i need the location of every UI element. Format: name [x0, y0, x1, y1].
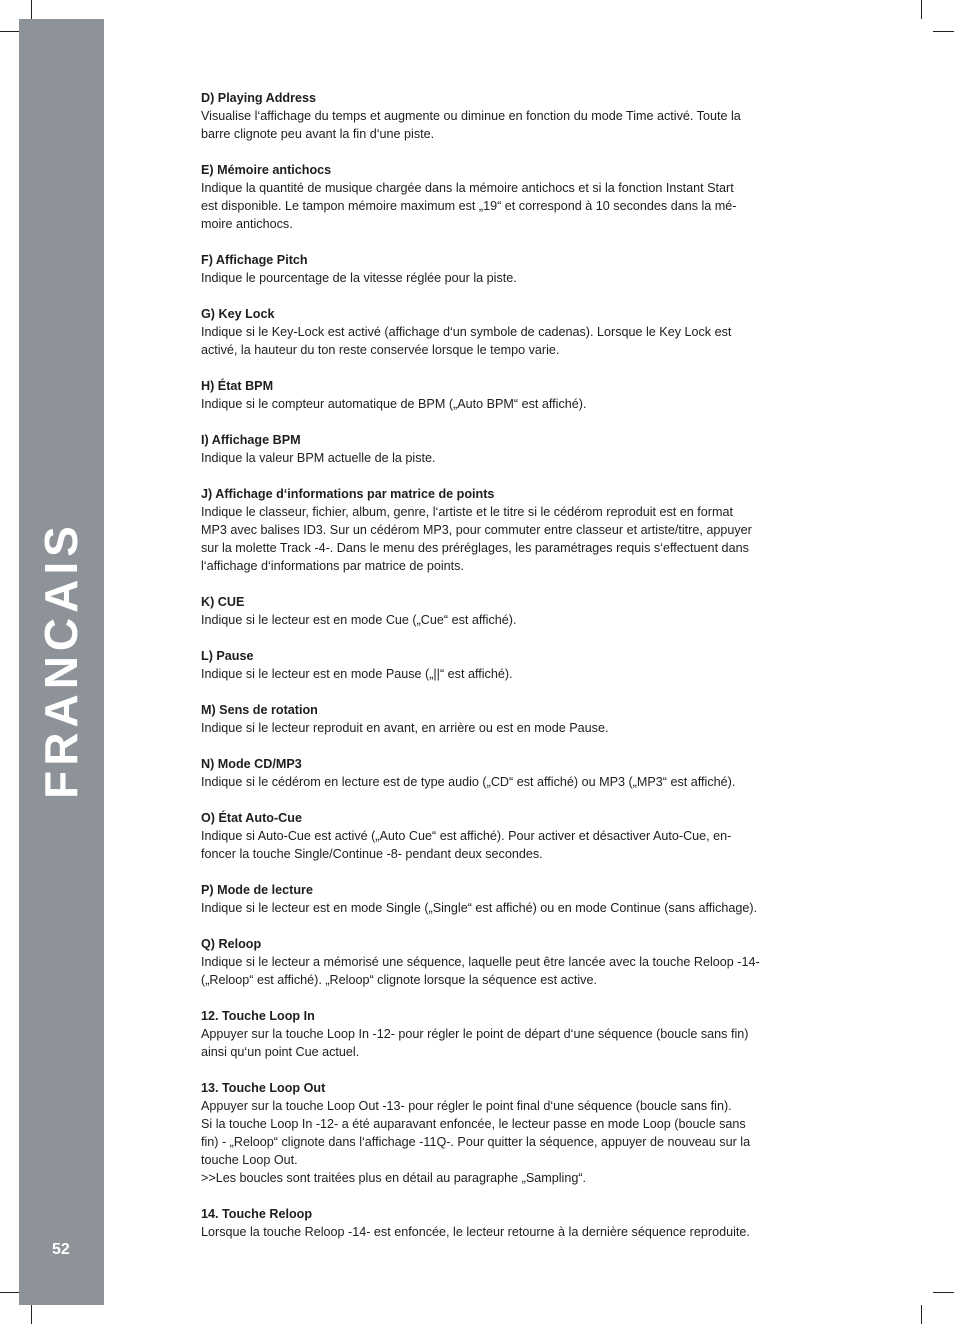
- section-text: Lorsque la touche Reloop -14- est enfoncée, le lecteur retourne à la dernière séquence reproduite.: [201, 1225, 750, 1239]
- section-heading: 14. Touche Reloop: [201, 1207, 313, 1221]
- section-touche-reloop: [201, 1205, 821, 1241]
- section-heading: M) Sens de rotation: [201, 703, 318, 717]
- section-heading: H) État BPM: [201, 379, 274, 393]
- section-etat-bpm: [201, 377, 821, 413]
- document-body: [201, 89, 821, 1259]
- section-key-lock: [201, 305, 821, 359]
- crop-mark: [933, 1292, 954, 1293]
- section-playing-address: [201, 89, 821, 143]
- section-cue: [201, 593, 821, 629]
- section-text: Indique si le cédérom en lecture est de type audio („CD“ est affiché) ou MP3 („MP3“ est affiché).: [201, 775, 736, 789]
- section-memoire-antichocs: [201, 161, 821, 233]
- section-text: Indique la quantité de musique chargée dans la mémoire antichocs et si la fonction Instant Start est disponible. Le tampon mémoire maximum est „19“ et correspond à 10 secondes dans la mé- moire antichocs.: [201, 181, 737, 231]
- section-text: Indique si le lecteur a mémorisé une séquence, laquelle peut être lancée avec la touche Reloop -14- („Reloop“ est affiché). „Reloop“ clignote lorsque la séquence est active.: [201, 955, 760, 987]
- section-text: Indique si le lecteur est en mode Single („Single“ est affiché) ou en mode Continue (sans affichage).: [201, 901, 758, 915]
- section-text: Indique la valeur BPM actuelle de la piste.: [201, 451, 436, 465]
- section-text: Indique si Auto-Cue est activé („Auto Cue“ est affiché). Pour activer et désactiver Auto-Cue, en- foncer la touche Single/Continue -8- pendant deux secondes.: [201, 829, 732, 861]
- section-heading: L) Pause: [201, 649, 254, 663]
- section-text: Indique si le lecteur reproduit en avant, en arrière ou est en mode Pause.: [201, 721, 609, 735]
- section-heading: 13. Touche Loop Out: [201, 1081, 326, 1095]
- crop-mark: [921, 0, 922, 19]
- section-text: Appuyer sur la touche Loop In -12- pour régler le point de départ d‘une séquence (boucle sans fin) ainsi qu‘un point Cue actuel.: [201, 1027, 749, 1059]
- section-text: Indique le pourcentage de la vitesse réglée pour la piste.: [201, 271, 517, 285]
- section-affichage-pitch: [201, 251, 821, 287]
- section-heading: Q) Reloop: [201, 937, 262, 951]
- section-etat-auto-cue: [201, 809, 821, 863]
- crop-mark: [933, 31, 954, 32]
- section-loop-in: [201, 1007, 821, 1061]
- section-heading: O) État Auto-Cue: [201, 811, 302, 825]
- section-heading: G) Key Lock: [201, 307, 275, 321]
- page-number: 52: [52, 1241, 70, 1258]
- section-heading: F) Affichage Pitch: [201, 253, 308, 267]
- section-heading: J) Affichage d‘informations par matrice de points: [201, 487, 495, 501]
- crop-mark: [921, 1305, 922, 1324]
- section-heading: K) CUE: [201, 595, 245, 609]
- language-label: FRANCAIS: [35, 521, 87, 799]
- section-text: Indique le classeur, fichier, album, genre, l‘artiste et le titre si le cédérom reproduit est en format MP3 avec balises ID3. Sur un cédérom MP3, pour commuter entre classeur et artiste/titre, appuyer sur la molette Track -4-. Dans le menu des préréglages, les paramétrages requis s‘effectuent dans l‘affichage d‘informations par matrice de points.: [201, 505, 752, 573]
- section-text: Indique si le lecteur est en mode Cue („Cue“ est affiché).: [201, 613, 517, 627]
- section-heading: I) Affichage BPM: [201, 433, 301, 447]
- section-loop-out: [201, 1079, 821, 1187]
- section-matrice-points: [201, 485, 821, 575]
- section-affichage-bpm: [201, 431, 821, 467]
- section-mode-lecture: [201, 881, 821, 917]
- crop-mark: [31, 0, 32, 19]
- section-mode-cd-mp3: [201, 755, 821, 791]
- crop-mark: [0, 1292, 19, 1293]
- section-text: Visualise l‘affichage du temps et augmente ou diminue en fonction du mode Time activé. Toute la barre clignote peu avant la fin d‘une piste.: [201, 109, 741, 141]
- section-text: Indique si le Key-Lock est activé (affichage d‘un symbole de cadenas). Lorsque le Key Lock est activé, la hauteur du ton reste conservée lorsque le tempo varie.: [201, 325, 732, 357]
- section-heading: 12. Touche Loop In: [201, 1009, 315, 1023]
- section-text: Appuyer sur la touche Loop Out -13- pour régler le point final d‘une séquence (boucle sans fin). Si la touche Loop In -12- a été auparavant enfoncée, le lecteur passe en mode Loop (boucle sans fin) - „Reloop“ clignote dans l‘affichage -11Q-. Pour quitter la séquence, appuyer de nouveau sur la touche Loop Out. >>Les boucles sont traitées plus en détail au paragraphe „Sampling“.: [201, 1099, 751, 1185]
- section-heading: N) Mode CD/MP3: [201, 757, 302, 771]
- section-heading: E) Mémoire antichocs: [201, 163, 332, 177]
- section-reloop: [201, 935, 821, 989]
- section-sens-rotation: [201, 701, 821, 737]
- section-text: Indique si le compteur automatique de BPM („Auto BPM“ est affiché).: [201, 397, 587, 411]
- crop-mark: [31, 1305, 32, 1324]
- section-text: Indique si le lecteur est en mode Pause („||“ est affiché).: [201, 667, 513, 681]
- section-heading: P) Mode de lecture: [201, 883, 313, 897]
- crop-mark: [0, 31, 19, 32]
- section-pause: [201, 647, 821, 683]
- section-heading: D) Playing Address: [201, 91, 317, 105]
